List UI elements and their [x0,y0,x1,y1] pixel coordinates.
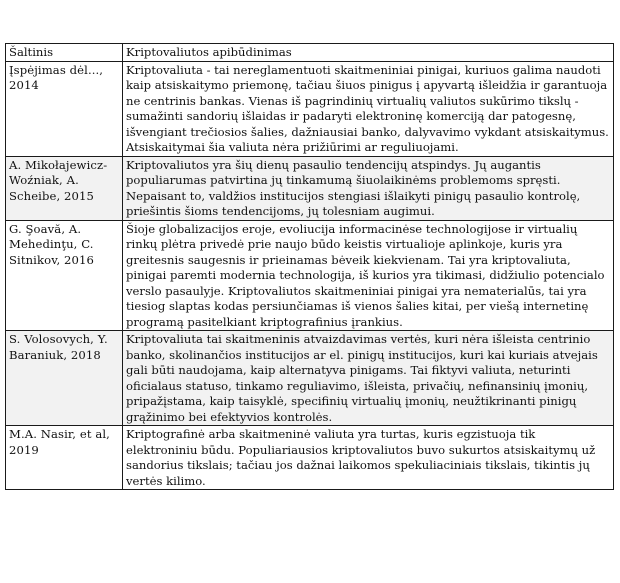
row-description: Kriptografinė arba skaitmeninė valiuta yra turtas, kuris egzistuoja tik elektroniniu būdu. Populiariausios kriptovaliutos buvo sukurtos atsiskaitymų už sandorius tikslais; tačiau jos dažnai laikomos spekuliaciniais tikslais, tikintis jų vertės kilimo. [123,426,614,490]
row-source: G. Şoavă, A. Mehedinţu, C. Sitnikov, 2016 [6,220,123,331]
header-source: Šaltinis [6,44,123,62]
table-row [6,426,614,490]
row-description: Kriptovaliuta - tai nereglamentuoti skaitmeniniai pinigai, kuriuos galima naudoti kaip atsiskaitymo priemonę, tačiau šiuos pinigus į apyvartą išleidžia ir garantuoja ne centrinis bankas. Vienas iš pagrindinių virtualių valiutos sukūrimo tikslų - sumažinti sandorių išlaidas ir padaryti elektroninę komerciją dar patogesnę, išvengiant trečiosios šalies, dažniausiai banko, dalyvavimo vykdant atsiskaitymus. Atsiskaitymai šia valiuta nėra prižiūrimi ar reguliuojami. [123,61,614,156]
row-source: S. Volosovych, Y. Baraniuk, 2018 [6,331,123,426]
row-source: Įspėjimas dėl..., 2014 [6,61,123,156]
row-source: A. Mikołajewicz-Woźniak, A. Scheibe, 2015 [6,156,123,220]
table-row [6,61,614,156]
row-description: Kriptovaliutos yra šių dienų pasaulio tendencijų atspindys. Jų augantis populiarumas patvirtina jų tinkamumą šiuolaikinėms problemoms spręsti. Nepaisant to, valdžios institucijos stengiasi išlaikyti pinigų pasaulio kontrolę, priešintis šioms tendencijoms, jų tolesniam augimui. [123,156,614,220]
table-row [6,156,614,220]
definitions-table [5,43,614,490]
table-row [6,331,614,426]
table-row [6,220,614,331]
table-header-row [6,44,614,62]
row-description: Šioje globalizacijos eroje, evoliucija informacinėse technologijose ir virtualių rinkų plėtra privedė prie naujo būdo keistis virtualioje aplinkoje, kuris yra greitesnis saugesnis ir prieinamas bėveik kiekvienam. Tai yra kriptovaliuta, pinigai paremti moderniа technologija, iš kurios yra tikimasi, didžiulio potencialo verslo pasaulyje. Kriptovaliutos skaitmeniniai pinigai yra nematerialūs, tai yra tiesiog slaptas kodas persiunčiamas iš vienos šalies kitai, per viešą internetinę programą pasitelkiant kriptografinius įrankius. [123,220,614,331]
row-description: Kriptovaliuta tai skaitmeninis atvaizdavimas vertės, kuri nėra išleista centrinio banko, skolinančios institucijos ar el. pinigų institucijos, kuri kai kuriais atvejais gali būti naudojama, kaip alternatyva pinigams. Tai fiktyvi valiuta, neturinti oficialaus statuso, tinkamo reguliavimo, išleista, privačių, nefinansinių įmonių, pripažįstama, kaip taisyklė, specifinių virtualių įmonių, neužtikrinanti pinigų grąžinimo bei efektyvios kontrolės. [123,331,614,426]
header-description: Kriptovaliutos apibūdinimas [123,44,614,62]
row-source: M.A. Nasir, et al, 2019 [6,426,123,490]
